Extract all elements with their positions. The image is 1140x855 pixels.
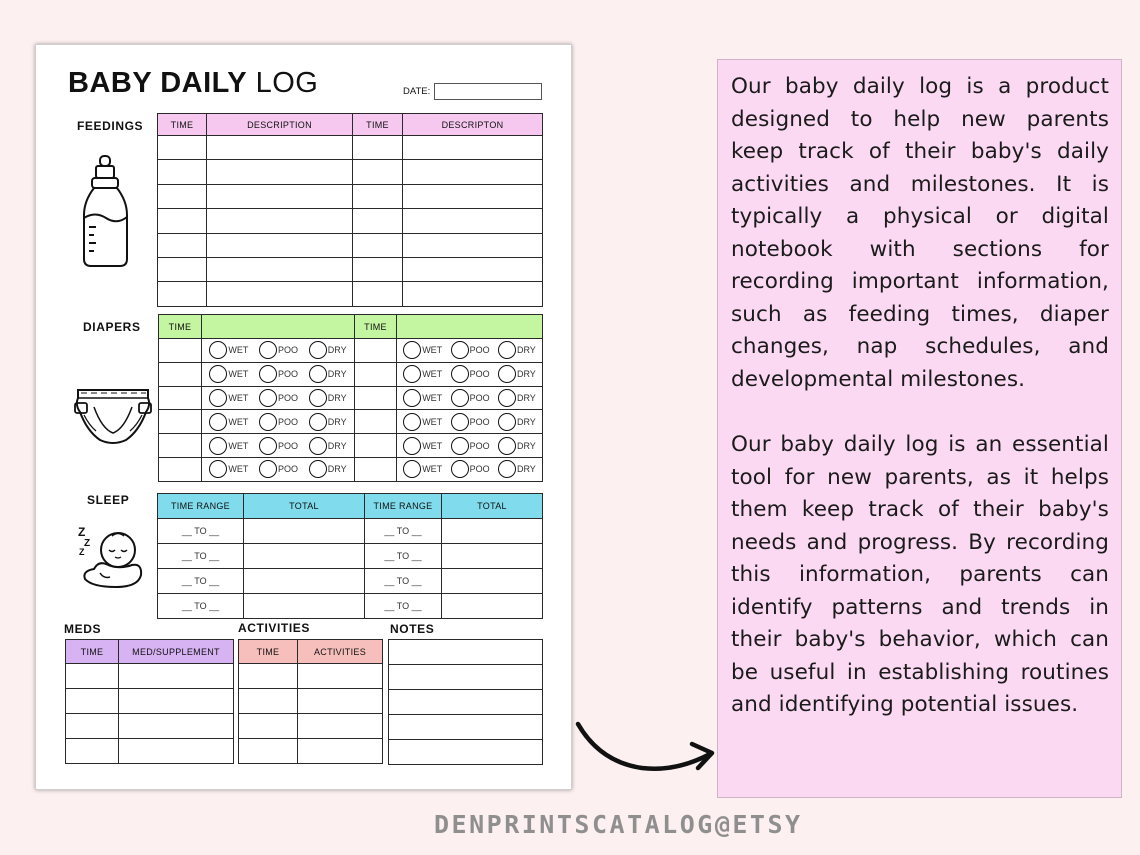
diaper-option-poo[interactable] (259, 413, 298, 431)
diaper-option-dry[interactable] (498, 389, 536, 407)
sleep-total-cell (442, 594, 543, 619)
sleep-range-cell: __ TO __ (158, 594, 244, 619)
diapers-time-cell (159, 434, 202, 458)
sleep-header-total-1: TOTAL (244, 494, 365, 519)
checkbox-circle-icon[interactable] (403, 389, 421, 407)
checkbox-circle-icon[interactable] (259, 437, 277, 455)
diaper-option-label: WET (228, 345, 249, 356)
meds-table (65, 639, 234, 764)
feedings-table (157, 113, 543, 307)
diaper-option-wet[interactable] (403, 389, 442, 407)
diaper-option-label: WET (422, 416, 443, 427)
diaper-option-dry[interactable] (309, 365, 347, 383)
meds-cell (119, 739, 234, 764)
checkbox-circle-icon[interactable] (259, 365, 277, 383)
diapers-options-cell (202, 386, 355, 410)
diaper-options (202, 413, 354, 431)
feedings-cell (353, 209, 403, 233)
feedings-cell (403, 282, 543, 306)
activities-row (239, 739, 383, 764)
activities-row (239, 664, 383, 689)
checkbox-circle-icon[interactable] (309, 389, 327, 407)
diapers-time-cell (159, 339, 202, 363)
feedings-header-description-2: DESCRIPTON (403, 114, 543, 136)
activities-cell (298, 714, 383, 739)
diaper-option-wet[interactable] (209, 437, 248, 455)
activities-cell (239, 689, 298, 714)
checkbox-circle-icon[interactable] (259, 413, 277, 431)
diaper-option-poo[interactable] (259, 341, 298, 359)
diaper-option-dry[interactable] (309, 413, 347, 431)
checkbox-circle-icon[interactable] (209, 437, 227, 455)
diaper-option-label: POO (278, 416, 299, 427)
diaper-options (202, 341, 354, 359)
diapers-label: DIAPERS (83, 320, 141, 334)
diaper-option-wet[interactable] (209, 341, 248, 359)
diaper-option-poo[interactable] (451, 389, 490, 407)
notes-row (389, 640, 543, 665)
diaper-option-dry[interactable] (498, 341, 536, 359)
diaper-option-label: POO (278, 440, 299, 451)
checkbox-circle-icon[interactable] (259, 389, 277, 407)
checkbox-circle-icon[interactable] (309, 341, 327, 359)
checkbox-circle-icon[interactable] (209, 365, 227, 383)
activities-cell (239, 714, 298, 739)
feedings-cell (353, 136, 403, 160)
feedings-row (158, 257, 543, 281)
svg-text:Z: Z (78, 525, 86, 539)
diaper-option-label: POO (278, 369, 299, 380)
diapers-time-cell (355, 434, 397, 458)
sleep-range-cell: __ TO __ (365, 519, 442, 544)
feedings-header-description-1: DESCRIPTION (207, 114, 353, 136)
diapers-options-cell (397, 362, 543, 386)
diaper-option-label: WET (228, 416, 249, 427)
diaper-option-label: DRY (516, 440, 536, 451)
meds-row (66, 664, 234, 689)
diapers-options-cell (202, 339, 355, 363)
diapers-header-time-1: TIME (159, 315, 202, 339)
diaper-option-poo[interactable] (259, 389, 298, 407)
checkbox-circle-icon[interactable] (259, 460, 277, 478)
notes-row (389, 690, 543, 715)
sleep-range-cell: __ TO __ (365, 594, 442, 619)
feedings-cell (207, 160, 353, 184)
notes-row (389, 665, 543, 690)
diapers-options-cell (202, 457, 355, 481)
diaper-option-dry[interactable] (309, 460, 347, 478)
checkbox-circle-icon[interactable] (451, 365, 469, 383)
meds-label: MEDS (64, 622, 102, 636)
shop-watermark: DENPRINTSCATALOG@ETSY (434, 810, 803, 839)
diaper-option-label: POO (278, 345, 299, 356)
diapers-header-blank-1 (202, 315, 355, 339)
diaper-option-poo[interactable] (451, 437, 490, 455)
diaper-option-label: POO (469, 345, 490, 356)
diaper-option-label: WET (228, 440, 249, 451)
checkbox-circle-icon[interactable] (403, 460, 421, 478)
sleep-header-total-2: TOTAL (442, 494, 543, 519)
diaper-option-wet[interactable] (209, 460, 248, 478)
feedings-cell (353, 160, 403, 184)
diapers-time-cell (355, 339, 397, 363)
diaper-option-dry[interactable] (498, 365, 536, 383)
feedings-cell (353, 184, 403, 208)
diaper-option-label: DRY (516, 369, 536, 380)
description-paragraph-1: Our baby daily log is a product designed to help new parents keep track of their baby's daily activities and milestones. It is typically a physical or digital notebook with sections for recording important information, such as feeding times, diaper changes, nap schedules, and developmental milestones. (731, 74, 1109, 392)
checkbox-circle-icon[interactable] (451, 460, 469, 478)
notes-cell (389, 640, 543, 665)
feedings-cell (207, 282, 353, 306)
diaper-option-label: WET (422, 440, 443, 451)
sleep-total-cell (244, 569, 365, 594)
diaper-options (397, 460, 542, 478)
notes-cell (389, 690, 543, 715)
diaper-options (397, 341, 542, 359)
notes-cell (389, 740, 543, 765)
feedings-header-time-2: TIME (353, 114, 403, 136)
feedings-cell (403, 184, 543, 208)
diaper-option-dry[interactable] (498, 460, 536, 478)
curved-arrow-icon (572, 716, 722, 780)
activities-header-time: TIME (239, 640, 298, 664)
activities-cell (298, 739, 383, 764)
diaper-option-wet[interactable] (403, 437, 442, 455)
diaper-option-label: WET (228, 392, 249, 403)
checkbox-circle-icon[interactable] (259, 341, 277, 359)
diaper-option-wet[interactable] (209, 365, 248, 383)
diaper-option-wet[interactable] (403, 365, 442, 383)
activities-cell (239, 739, 298, 764)
diaper-option-label: DRY (327, 464, 347, 475)
diaper-option-label: POO (469, 440, 490, 451)
diaper-option-dry[interactable] (309, 341, 347, 359)
diaper-option-label: WET (422, 464, 443, 475)
product-description-box (717, 59, 1122, 798)
feedings-cell (403, 257, 543, 281)
feedings-cell (158, 136, 207, 160)
diaper-option-dry[interactable] (309, 437, 347, 455)
feedings-cell (403, 209, 543, 233)
diapers-time-cell (355, 362, 397, 386)
description-paragraph-2: Our baby daily log is an essential tool for new parents, as it helps them keep track of their baby's needs and progress. By recording this information, parents can identify patterns and trends in their baby's behavior, which can be useful in establishing routines and identifying potential issues. (731, 432, 1109, 717)
checkbox-circle-icon[interactable] (498, 437, 516, 455)
sleep-total-cell (442, 519, 543, 544)
feedings-row (158, 160, 543, 184)
sleep-header-time-range-2: TIME RANGE (365, 494, 442, 519)
checkbox-circle-icon[interactable] (403, 341, 421, 359)
sleep-row (158, 544, 543, 569)
checkbox-circle-icon[interactable] (309, 437, 327, 455)
checkbox-circle-icon[interactable] (209, 460, 227, 478)
feedings-cell (207, 257, 353, 281)
diaper-option-label: DRY (327, 392, 347, 403)
diapers-row (159, 457, 543, 481)
diaper-option-wet[interactable] (403, 341, 442, 359)
sleep-total-cell (244, 594, 365, 619)
feedings-row (158, 136, 543, 160)
diapers-header-blank-2 (397, 315, 543, 339)
feedings-cell (207, 184, 353, 208)
sleeping-baby-icon (76, 523, 146, 591)
meds-cell (66, 664, 119, 689)
sleep-range-cell: __ TO __ (158, 519, 244, 544)
checkbox-circle-icon[interactable] (451, 389, 469, 407)
checkbox-circle-icon[interactable] (403, 437, 421, 455)
notes-row (389, 715, 543, 740)
sleep-header-time-range-1: TIME RANGE (158, 494, 244, 519)
diaper-options (397, 437, 542, 455)
checkbox-circle-icon[interactable] (451, 437, 469, 455)
diapers-table (158, 314, 543, 482)
diapers-options-cell (202, 362, 355, 386)
meds-row (66, 714, 234, 739)
activities-header-activities: ACTIVITIES (298, 640, 383, 664)
diaper-option-label: DRY (516, 464, 536, 475)
sleep-range-cell: __ TO __ (365, 569, 442, 594)
meds-cell (66, 689, 119, 714)
date-field (434, 83, 542, 100)
feedings-cell (403, 136, 543, 160)
sleep-total-cell (244, 544, 365, 569)
diapers-time-cell (159, 386, 202, 410)
activities-cell (239, 664, 298, 689)
activities-row (239, 689, 383, 714)
feedings-cell (207, 209, 353, 233)
meds-cell (119, 664, 234, 689)
svg-text:Z: Z (84, 538, 91, 549)
checkbox-circle-icon[interactable] (498, 365, 516, 383)
diaper-option-wet[interactable] (209, 413, 248, 431)
activities-label: ACTIVITIES (238, 621, 311, 635)
diaper-option-label: DRY (516, 416, 536, 427)
sleep-row (158, 519, 543, 544)
diaper-option-poo[interactable] (259, 437, 298, 455)
diaper-option-label: POO (469, 392, 490, 403)
meds-row (66, 739, 234, 764)
sleep-range-cell: __ TO __ (158, 569, 244, 594)
meds-header-time: TIME (66, 640, 119, 664)
diaper-option-label: DRY (516, 392, 536, 403)
checkbox-circle-icon[interactable] (498, 460, 516, 478)
diaper-option-wet[interactable] (403, 413, 442, 431)
checkbox-circle-icon[interactable] (403, 365, 421, 383)
activities-table (238, 639, 383, 764)
feedings-cell (158, 209, 207, 233)
diaper-options (397, 389, 542, 407)
checkbox-circle-icon[interactable] (451, 413, 469, 431)
diaper-option-label: DRY (327, 440, 347, 451)
diapers-row (159, 410, 543, 434)
feedings-cell (158, 233, 207, 257)
diaper-option-label: POO (469, 369, 490, 380)
diaper-option-label: WET (228, 369, 249, 380)
diapers-time-cell (159, 457, 202, 481)
checkbox-circle-icon[interactable] (498, 341, 516, 359)
sleep-total-cell (244, 519, 365, 544)
activities-cell (298, 664, 383, 689)
notes-cell (389, 665, 543, 690)
diaper-options (397, 413, 542, 431)
checkbox-circle-icon[interactable] (403, 413, 421, 431)
notes-table (388, 639, 543, 765)
diapers-time-cell (159, 362, 202, 386)
log-title: BABY DAILY LOG (68, 67, 319, 99)
notes-cell (389, 715, 543, 740)
feedings-cell (403, 160, 543, 184)
feedings-cell (403, 233, 543, 257)
diapers-time-cell (159, 410, 202, 434)
feedings-cell (353, 257, 403, 281)
checkbox-circle-icon[interactable] (451, 341, 469, 359)
sleep-total-cell (442, 569, 543, 594)
feedings-cell (158, 257, 207, 281)
checkbox-circle-icon[interactable] (309, 365, 327, 383)
sleep-range-cell: __ TO __ (158, 544, 244, 569)
diaper-option-label: POO (469, 464, 490, 475)
sleep-range-cell: __ TO __ (365, 544, 442, 569)
diaper-option-poo[interactable] (259, 365, 298, 383)
svg-text:Z: Z (79, 547, 85, 557)
diaper-option-poo[interactable] (451, 413, 490, 431)
diaper-option-dry[interactable] (498, 437, 536, 455)
diapers-time-cell (355, 386, 397, 410)
meds-cell (66, 739, 119, 764)
checkbox-circle-icon[interactable] (209, 413, 227, 431)
checkbox-circle-icon[interactable] (498, 389, 516, 407)
diapers-time-cell (355, 457, 397, 481)
meds-cell (119, 689, 234, 714)
checkbox-circle-icon[interactable] (309, 413, 327, 431)
feedings-cell (353, 282, 403, 306)
date-label: DATE: (403, 86, 431, 97)
notes-row (389, 740, 543, 765)
sleep-row (158, 594, 543, 619)
diaper-option-label: DRY (327, 416, 347, 427)
activities-row (239, 714, 383, 739)
diaper-icon (72, 385, 154, 447)
diapers-options-cell (397, 386, 543, 410)
diaper-option-wet[interactable] (403, 460, 442, 478)
diaper-option-dry[interactable] (498, 413, 536, 431)
checkbox-circle-icon[interactable] (209, 389, 227, 407)
diaper-option-label: DRY (327, 345, 347, 356)
feedings-cell (158, 184, 207, 208)
diaper-options (202, 365, 354, 383)
diaper-option-label: POO (278, 464, 299, 475)
diapers-time-cell (355, 410, 397, 434)
diapers-options-cell (397, 410, 543, 434)
diaper-option-label: WET (228, 464, 249, 475)
diaper-options (202, 460, 354, 478)
feedings-row (158, 184, 543, 208)
diaper-option-label: WET (422, 392, 443, 403)
feedings-row (158, 209, 543, 233)
feedings-header-time-1: TIME (158, 114, 207, 136)
feedings-row (158, 233, 543, 257)
activities-cell (298, 689, 383, 714)
diaper-options (202, 437, 354, 455)
meds-header-med-supplement: MED/SUPPLEMENT (119, 640, 234, 664)
feedings-cell (207, 136, 353, 160)
diaper-option-label: WET (422, 369, 443, 380)
checkbox-circle-icon[interactable] (309, 460, 327, 478)
notes-label: NOTES (390, 622, 435, 636)
diapers-options-cell (397, 434, 543, 458)
baby-daily-log-sheet (35, 44, 572, 790)
diaper-option-wet[interactable] (209, 389, 248, 407)
diaper-option-poo[interactable] (451, 365, 490, 383)
sleep-row (158, 569, 543, 594)
diapers-row (159, 362, 543, 386)
baby-bottle-icon (80, 153, 132, 269)
diapers-header-time-2: TIME (355, 315, 397, 339)
diaper-option-poo[interactable] (259, 460, 298, 478)
diaper-option-label: POO (278, 392, 299, 403)
diapers-options-cell (397, 339, 543, 363)
diapers-row (159, 339, 543, 363)
feedings-row (158, 282, 543, 306)
checkbox-circle-icon[interactable] (498, 413, 516, 431)
feedings-cell (207, 233, 353, 257)
diapers-options-cell (202, 434, 355, 458)
diapers-row (159, 386, 543, 410)
diaper-options (202, 389, 354, 407)
sleep-table (157, 493, 543, 619)
feedings-cell (353, 233, 403, 257)
feedings-cell (158, 160, 207, 184)
meds-cell (119, 714, 234, 739)
diaper-option-label: POO (469, 416, 490, 427)
diapers-options-cell (397, 457, 543, 481)
diaper-option-label: DRY (327, 369, 347, 380)
sleep-total-cell (442, 544, 543, 569)
checkbox-circle-icon[interactable] (209, 341, 227, 359)
diaper-option-poo[interactable] (451, 341, 490, 359)
feedings-label: FEEDINGS (77, 119, 144, 133)
meds-row (66, 689, 234, 714)
diaper-option-dry[interactable] (309, 389, 347, 407)
diaper-option-label: DRY (516, 345, 536, 356)
meds-cell (66, 714, 119, 739)
diaper-options (397, 365, 542, 383)
diapers-options-cell (202, 410, 355, 434)
diapers-row (159, 434, 543, 458)
diaper-option-label: WET (422, 345, 443, 356)
sleep-label: SLEEP (87, 493, 130, 507)
diaper-option-poo[interactable] (451, 460, 490, 478)
feedings-cell (158, 282, 207, 306)
